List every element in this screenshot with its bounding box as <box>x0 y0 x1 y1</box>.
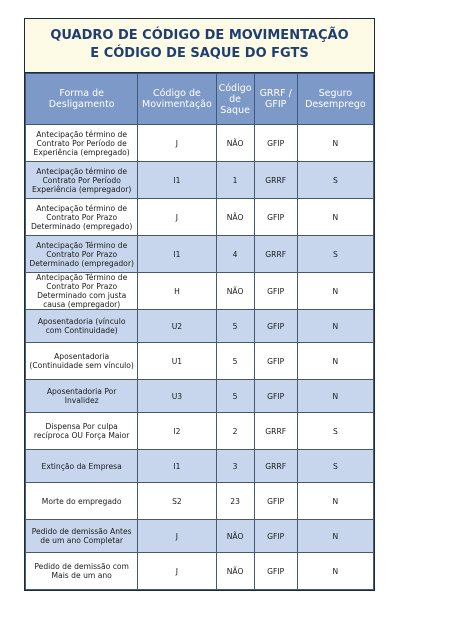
cell-codigo-saque: 23 <box>216 483 254 520</box>
cell-codigo-movimentacao: J <box>138 125 216 162</box>
cell-forma-desligamento: Antecipação término de Contrato Por Prazo Determinado (empregado) <box>26 199 138 236</box>
table-row <box>26 125 374 162</box>
cell-grrf-gfip: GFIP <box>254 380 297 413</box>
cell-forma-desligamento: Antecipação Término de Contrato Por Prazo Determinado com justa causa (empregador) <box>26 273 138 310</box>
cell-codigo-movimentacao: I1 <box>138 236 216 273</box>
cell-forma-desligamento: Extinção da Empresa <box>26 450 138 483</box>
codes-table <box>25 73 374 590</box>
cell-codigo-saque: 3 <box>216 450 254 483</box>
cell-forma-desligamento: Antecipação término de Contrato Por Período de Experiência (empregado) <box>26 125 138 162</box>
cell-codigo-movimentacao: H <box>138 273 216 310</box>
title-line-1: QUADRO DE CÓDIGO DE MOVIMENTAÇÃO <box>50 28 349 43</box>
cell-forma-desligamento: Morte do empregado <box>26 483 138 520</box>
cell-grrf-gfip: GFIP <box>254 343 297 380</box>
cell-forma-desligamento: Antecipação término de Contrato Por Período Experiência (empregador) <box>26 162 138 199</box>
cell-codigo-saque: 2 <box>216 413 254 450</box>
cell-seguro-desemprego: N <box>297 343 373 380</box>
cell-seguro-desemprego: N <box>297 553 373 590</box>
cell-codigo-movimentacao: J <box>138 199 216 236</box>
cell-codigo-saque: NÃO <box>216 273 254 310</box>
cell-seguro-desemprego: N <box>297 199 373 236</box>
table-row <box>26 199 374 236</box>
cell-codigo-movimentacao: I1 <box>138 450 216 483</box>
page-title <box>25 19 374 73</box>
cell-codigo-saque: 4 <box>216 236 254 273</box>
cell-grrf-gfip: GRRF <box>254 162 297 199</box>
cell-codigo-movimentacao: U2 <box>138 310 216 343</box>
table-row <box>26 450 374 483</box>
cell-grrf-gfip: GFIP <box>254 125 297 162</box>
cell-codigo-movimentacao: I1 <box>138 162 216 199</box>
cell-seguro-desemprego: S <box>297 413 373 450</box>
cell-forma-desligamento: Aposentadoria (Continuidade sem vínculo) <box>26 343 138 380</box>
table-row <box>26 413 374 450</box>
cell-codigo-movimentacao: U3 <box>138 380 216 413</box>
table-row <box>26 520 374 553</box>
cell-codigo-movimentacao: S2 <box>138 483 216 520</box>
cell-forma-desligamento: Pedido de demissão com Mais de um ano <box>26 553 138 590</box>
header-row <box>26 74 374 125</box>
cell-forma-desligamento: Aposentadoria Por Invalidez <box>26 380 138 413</box>
cell-codigo-movimentacao: U1 <box>138 343 216 380</box>
cell-codigo-movimentacao: I2 <box>138 413 216 450</box>
cell-grrf-gfip: GFIP <box>254 310 297 343</box>
header-codigo-movimentacao: Código de Movimentação <box>138 74 216 125</box>
cell-codigo-saque: 5 <box>216 343 254 380</box>
cell-grrf-gfip: GRRF <box>254 236 297 273</box>
header-forma-desligamento: Forma de Desligamento <box>26 74 138 125</box>
table-row <box>26 380 374 413</box>
cell-codigo-movimentacao: J <box>138 553 216 590</box>
cell-forma-desligamento: Pedido de demissão Antes de um ano Completar <box>26 520 138 553</box>
cell-grrf-gfip: GFIP <box>254 483 297 520</box>
table-row <box>26 273 374 310</box>
cell-codigo-saque: NÃO <box>216 125 254 162</box>
table-row <box>26 236 374 273</box>
cell-grrf-gfip: GFIP <box>254 520 297 553</box>
title-line-2: E CÓDIGO DE SAQUE DO FGTS <box>90 46 309 61</box>
cell-grrf-gfip: GRRF <box>254 450 297 483</box>
cell-seguro-desemprego: S <box>297 236 373 273</box>
cell-forma-desligamento: Dispensa Por culpa recíproca OU Força Maior <box>26 413 138 450</box>
cell-forma-desligamento: Aposentadoria (vínculo com Continuidade) <box>26 310 138 343</box>
cell-codigo-saque: 1 <box>216 162 254 199</box>
table-row <box>26 483 374 520</box>
cell-codigo-movimentacao: J <box>138 520 216 553</box>
cell-seguro-desemprego: N <box>297 483 373 520</box>
cell-codigo-saque: NÃO <box>216 553 254 590</box>
cell-codigo-saque: 5 <box>216 380 254 413</box>
cell-codigo-saque: 5 <box>216 310 254 343</box>
table-row <box>26 553 374 590</box>
header-codigo-saque: Código de Saque <box>216 74 254 125</box>
cell-grrf-gfip: GRRF <box>254 413 297 450</box>
cell-seguro-desemprego: S <box>297 450 373 483</box>
cell-codigo-saque: NÃO <box>216 520 254 553</box>
cell-grrf-gfip: GFIP <box>254 199 297 236</box>
table-row <box>26 162 374 199</box>
cell-seguro-desemprego: N <box>297 520 373 553</box>
cell-seguro-desemprego: N <box>297 125 373 162</box>
cell-seguro-desemprego: N <box>297 380 373 413</box>
cell-seguro-desemprego: N <box>297 310 373 343</box>
header-seguro-desemprego: Seguro Desemprego <box>297 74 373 125</box>
fgts-code-sheet <box>24 18 375 591</box>
cell-grrf-gfip: GFIP <box>254 553 297 590</box>
table-row <box>26 343 374 380</box>
header-grrf-gfip: GRRF / GFIP <box>254 74 297 125</box>
cell-grrf-gfip: GFIP <box>254 273 297 310</box>
cell-seguro-desemprego: N <box>297 273 373 310</box>
table-row <box>26 310 374 343</box>
cell-forma-desligamento: Antecipação Término de Contrato Por Prazo Determinado (empregador) <box>26 236 138 273</box>
cell-seguro-desemprego: S <box>297 162 373 199</box>
cell-codigo-saque: NÃO <box>216 199 254 236</box>
